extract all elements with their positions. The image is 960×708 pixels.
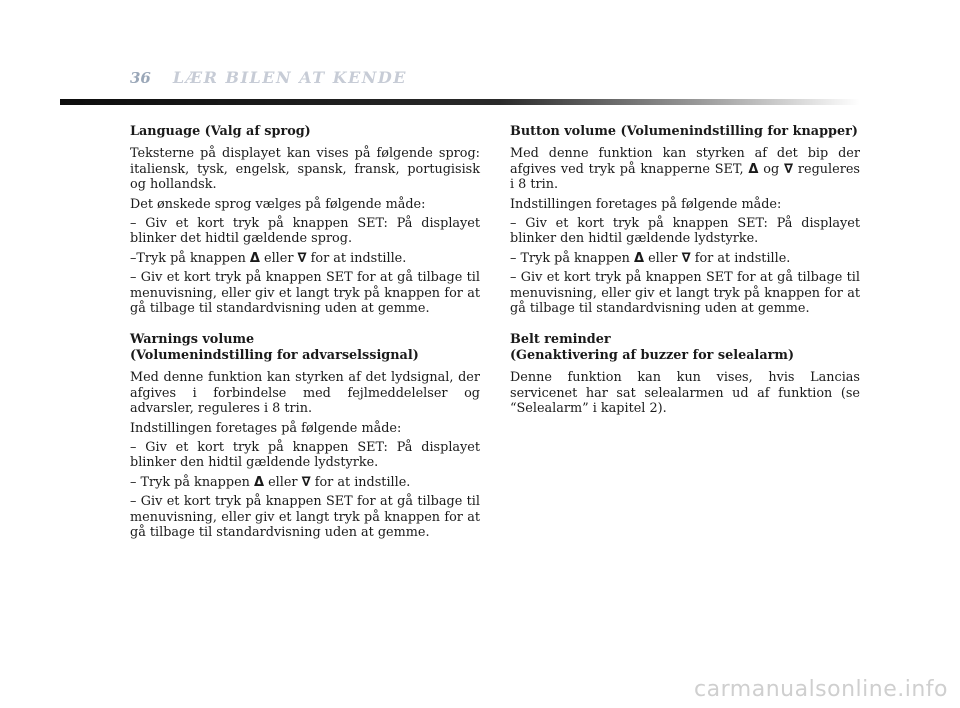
language-step2: –Tryk på knappen Δ eller ∇ for at indstille. — [130, 250, 407, 266]
language-intro: Teksterne på displayet kan vises på følgende sprog: italiensk, tysk, engelsk, spansk, fransk, portugisisk og hollandsk. — [130, 146, 480, 193]
language-step1: – Giv et kort tryk på knappen SET: På displayet blinker det hidtil gældende sprog. — [130, 216, 480, 247]
up-arrow-icon: Δ — [748, 161, 759, 177]
button-volume-step3: – Giv et kort tryk på knappen SET for at gå tilbage til menuvisning, eller giv et langt tryk på knappen for at gå tilbage til standardvisning uden at gemme. — [510, 270, 860, 317]
right-column — [510, 124, 860, 421]
button-volume-heading: Button volume (Volumenindstilling for knapper) — [510, 124, 858, 139]
belt-reminder-heading: Belt reminder (Genaktivering af buzzer for selealarm) — [510, 332, 794, 363]
button-volume-line2: Indstillingen foretages på følgende måde: — [510, 196, 782, 212]
warnings-heading: Warnings volume (Volumenindstilling for advarselssignal) — [130, 332, 419, 363]
page-header — [130, 68, 407, 87]
button-volume-step1: – Giv et kort tryk på knappen SET: På displayet blinker den hidtil gældende lydstyrke. — [510, 216, 860, 247]
up-arrow-icon: Δ — [253, 474, 265, 490]
down-arrow-icon: ∇ — [301, 474, 311, 490]
language-heading: Language (Valg af sprog) — [130, 124, 311, 139]
warnings-step1: – Giv et kort tryk på knappen SET: På displayet blinker den hidtil gældende lydstyrke. — [130, 439, 480, 471]
header-rule — [60, 99, 860, 105]
chapter-title: LÆR BILEN AT KENDE — [172, 68, 407, 87]
language-step3: – Giv et kort tryk på knappen SET for at gå tilbage til menuvisning, eller giv et langt tryk på knappen for at gå tilbage til standardvisning uden at gemme. — [130, 270, 480, 317]
down-arrow-icon: ∇ — [681, 250, 691, 266]
down-arrow-icon: ∇ — [784, 161, 794, 177]
warnings-intro: Med denne funktion kan styrken af det lydsignal, der afgives i forbindelse med fejlmeddelelser og advarsler, reguleres i 8 trin. — [130, 370, 480, 417]
belt-reminder-body: Denne funktion kan kun vises, hvis Lancias servicenet har sat selealarmen ud af funktion (se “Selealarm” i kapitel 2). — [510, 370, 860, 417]
warnings-line2: Indstillingen foretages på følgende måde: — [130, 420, 402, 436]
down-arrow-icon: ∇ — [297, 250, 307, 266]
language-line2: Det ønskede sprog vælges på følgende måde: — [130, 196, 426, 212]
page-number: 36 — [130, 69, 151, 87]
left-column — [130, 124, 480, 544]
up-arrow-icon: Δ — [249, 250, 260, 266]
warnings-step2: – Tryk på knappen Δ eller ∇ for at indstille. — [130, 474, 411, 490]
button-volume-intro: Med denne funktion kan styrken af det bip der afgives ved tryk på knapperne SET, Δ og ∇ reguleres i 8 trin. — [510, 146, 860, 193]
up-arrow-icon: Δ — [633, 250, 645, 266]
button-volume-step2: – Tryk på knappen Δ eller ∇ for at indstille. — [510, 250, 791, 266]
warnings-step3: – Giv et kort tryk på knappen SET for at gå tilbage til menuvisning, eller giv et langt tryk på knappen for at gå tilbage til standardvisning uden at gemme. — [130, 494, 480, 540]
watermark: carmanualsonline.info — [694, 677, 948, 702]
